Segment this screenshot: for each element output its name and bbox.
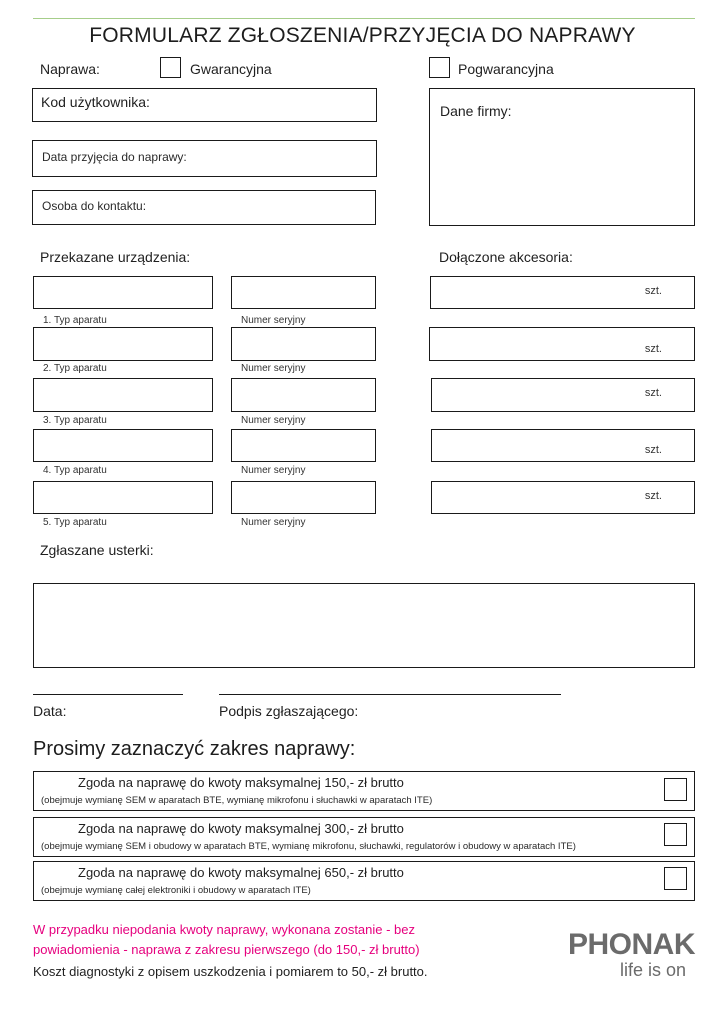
date-label: Data: xyxy=(33,703,67,719)
device-type-input-4[interactable] xyxy=(33,429,213,462)
device-type-label-1: 1. Typ aparatu xyxy=(43,315,107,326)
accessory-input-5[interactable] xyxy=(431,481,695,514)
device-type-label-5: 5. Typ aparatu xyxy=(43,517,107,528)
device-type-input-5[interactable] xyxy=(33,481,213,514)
top-divider xyxy=(33,18,695,19)
serial-input-4[interactable] xyxy=(231,429,376,462)
serial-input-3[interactable] xyxy=(231,378,376,412)
scope-option-desc: (obejmuje wymianę SEM i obudowy w aparatach BTE, wymianę mikrofonu, słuchawki, regulatorów i obudowy w aparatach ITE) xyxy=(41,841,576,852)
user-code-field[interactable] xyxy=(32,88,377,122)
date-received-label: Data przyjęcia do naprawy: xyxy=(42,150,187,164)
faults-label: Zgłaszane usterki: xyxy=(40,542,154,558)
device-type-input-3[interactable] xyxy=(33,378,213,412)
device-type-label-4: 4. Typ aparatu xyxy=(43,465,107,476)
repair-label: Naprawa: xyxy=(40,61,100,77)
company-data-field[interactable] xyxy=(429,88,695,226)
scope-option-desc: (obejmuje wymianę całej elektroniki i obudowy w aparatach ITE) xyxy=(41,885,311,896)
scope-option-title: Zgoda na naprawę do kwoty maksymalnej 650,- zł brutto xyxy=(78,865,404,880)
date-line xyxy=(33,694,183,695)
accessory-input-1[interactable] xyxy=(430,276,695,309)
default-repair-note-1: W przypadku niepodania kwoty naprawy, wykonana zostanie - bez xyxy=(33,922,416,937)
contact-person-field[interactable] xyxy=(32,190,376,225)
serial-input-2[interactable] xyxy=(231,327,376,361)
phonak-logo: PHONAK xyxy=(568,928,696,961)
contact-person-label: Osoba do kontaktu: xyxy=(42,199,147,213)
scope-checkbox-300[interactable] xyxy=(664,823,687,846)
scope-option-title: Zgoda na naprawę do kwoty maksymalnej 300,- zł brutto xyxy=(78,821,404,836)
signature-line xyxy=(219,694,561,695)
logo-tagline: life is on xyxy=(620,960,687,980)
date-received-field[interactable] xyxy=(32,140,377,177)
serial-label-2: Numer seryjny xyxy=(241,363,306,374)
qty-unit: szt. xyxy=(644,285,662,297)
serial-label-1: Numer seryjny xyxy=(241,315,306,326)
serial-input-1[interactable] xyxy=(231,276,376,309)
serial-label-3: Numer seryjny xyxy=(241,415,306,426)
scope-checkbox-150[interactable] xyxy=(664,778,687,801)
qty-unit: szt. xyxy=(644,444,662,456)
scope-heading: Prosimy zaznaczyć zakres naprawy: xyxy=(33,738,356,760)
user-code-label: Kod użytkownika: xyxy=(41,94,150,110)
default-repair-note-2: powiadomienia - naprawa z zakresu pierwszego (do 150,- zł brutto) xyxy=(33,942,420,957)
scope-option-1 xyxy=(33,771,695,811)
devices-heading: Przekazane urządzenia: xyxy=(40,249,191,265)
faults-textarea[interactable] xyxy=(33,583,695,668)
scope-option-desc: (obejmuje wymianę SEM w aparatach BTE, wymianę mikrofonu i słuchawki w aparatach ITE) xyxy=(41,795,433,806)
serial-label-5: Numer seryjny xyxy=(241,517,306,528)
accessory-input-3[interactable] xyxy=(431,378,695,412)
warranty-label: Gwarancyjna xyxy=(190,61,272,77)
qty-unit: szt. xyxy=(644,490,662,502)
accessory-input-2[interactable] xyxy=(429,327,695,361)
qty-unit: szt. xyxy=(644,343,662,355)
accessories-heading: Dołączone akcesoria: xyxy=(439,249,573,265)
post-warranty-label: Pogwarancyjna xyxy=(458,61,554,77)
scope-option-2 xyxy=(33,817,695,857)
device-type-label-3: 3. Typ aparatu xyxy=(43,415,107,426)
scope-option-3 xyxy=(33,861,695,901)
signature-label: Podpis zgłaszającego: xyxy=(219,703,359,719)
serial-label-4: Numer seryjny xyxy=(241,465,306,476)
accessory-input-4[interactable] xyxy=(431,429,695,462)
form-title: FORMULARZ ZGŁOSZENIA/PRZYJĘCIA DO NAPRAWY xyxy=(89,24,636,47)
scope-checkbox-650[interactable] xyxy=(664,867,687,890)
serial-input-5[interactable] xyxy=(231,481,376,514)
warranty-checkbox[interactable] xyxy=(160,57,181,78)
company-data-label: Dane firmy: xyxy=(440,103,512,119)
device-type-label-2: 2. Typ aparatu xyxy=(43,363,107,374)
scope-option-title: Zgoda na naprawę do kwoty maksymalnej 150,- zł brutto xyxy=(78,775,404,790)
qty-unit: szt. xyxy=(644,387,662,399)
device-type-input-1[interactable] xyxy=(33,276,213,309)
device-type-input-2[interactable] xyxy=(33,327,213,361)
diagnostics-cost-note: Koszt diagnostyki z opisem uszkodzenia i pomiarem to 50,- zł brutto. xyxy=(33,964,428,979)
post-warranty-checkbox[interactable] xyxy=(429,57,450,78)
